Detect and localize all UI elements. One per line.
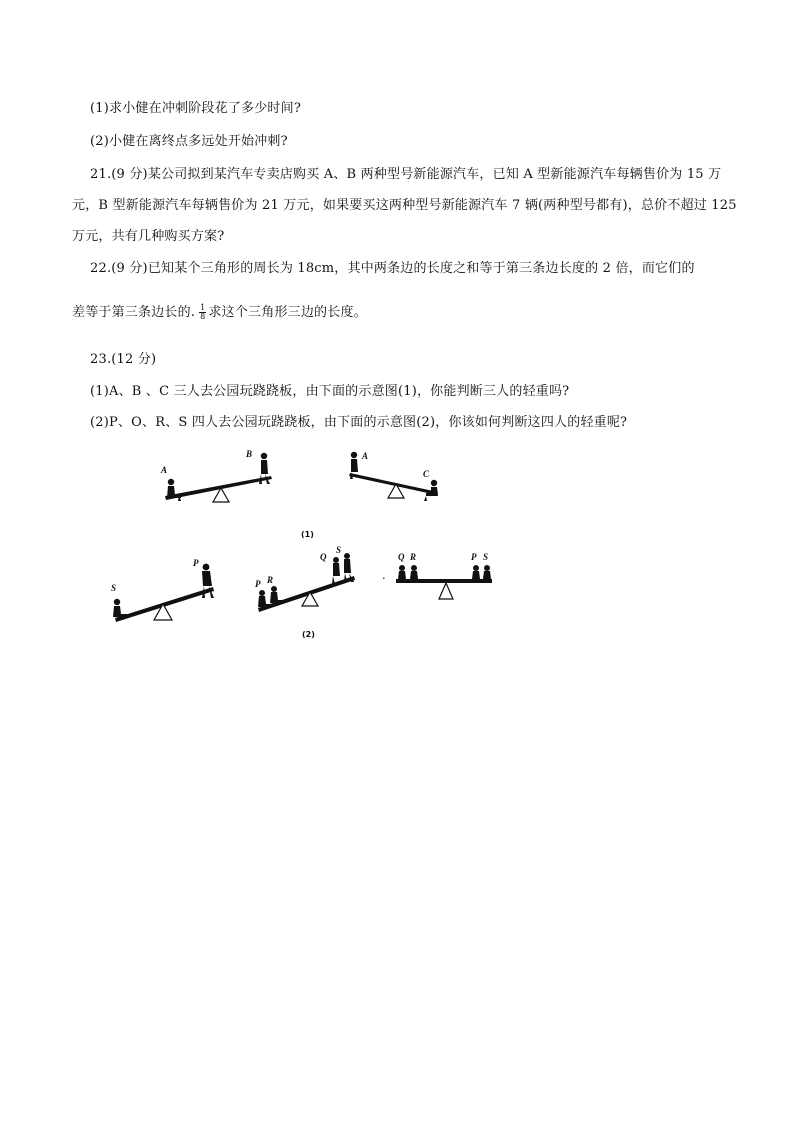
q21-line3: 万元，共有几种购买方案? <box>72 229 225 244</box>
person-icon <box>398 565 406 579</box>
fraction-numerator: 1 <box>200 303 206 312</box>
person-icon <box>113 599 127 617</box>
label-p: P <box>193 558 199 568</box>
q23-part2: (2)P、O、R、S 四人去公园玩跷跷板，由下面的示意图(2)，你该如何判断这四人的轻重呢? <box>90 415 628 430</box>
label-s: S <box>336 545 342 555</box>
label-p: P <box>255 579 261 589</box>
seesaw-figure-2a <box>105 556 230 626</box>
dot-mark: . <box>383 571 386 581</box>
q20-part2: (2)小健在离终点多远处开始冲刺? <box>90 134 288 149</box>
q21-line2: 元，B 型新能源汽车每辆售价为 21 万元，如果要买这两种型号新能源汽车 7 辆(两种型号都有)，总价不超过 125 <box>72 198 737 213</box>
seesaw-figure-2b <box>250 542 365 620</box>
label-q: Q <box>398 552 405 562</box>
seesaw-figure-1b <box>340 446 450 508</box>
q22-line2-before: 差等于第三条边长的. <box>72 305 196 320</box>
q22-line2-after: 求这个三角形三边的长度。 <box>208 305 367 320</box>
person-icon <box>483 565 491 579</box>
person-icon <box>270 586 283 603</box>
label-s: S <box>111 583 117 593</box>
fraction-denominator: 8 <box>200 312 206 321</box>
person-icon <box>258 590 271 607</box>
person-icon <box>472 565 480 579</box>
seesaw-plank <box>396 579 492 583</box>
seesaw-fulcrum <box>439 583 453 599</box>
person-icon <box>332 557 340 584</box>
label-r: R <box>267 575 274 585</box>
label-b: B <box>246 449 253 459</box>
label-a: A <box>362 451 369 461</box>
figure-1-caption: (1) <box>301 530 314 539</box>
q23-head: 23.(12 分) <box>90 352 157 367</box>
label-r: R <box>410 552 417 562</box>
q21-line1: 21.(9 分)某公司拟到某汽车专卖店购买 A、B 两种型号新能源汽车，已知 A 型新能源汽车每辆售价为 15 万 <box>90 167 722 182</box>
q20-part1: (1)求小健在冲刺阶段花了多少时间? <box>90 101 301 116</box>
figure-2-caption: (2) <box>302 630 315 639</box>
label-c: C <box>423 469 430 479</box>
q23-part1: (1)A、B 、C 三人去公园玩跷跷板，由下面的示意图(1)，你能判断三人的轻重吗? <box>90 384 570 399</box>
label-q: Q <box>320 552 327 562</box>
label-a: A <box>161 465 168 475</box>
fraction <box>199 304 206 321</box>
person-icon <box>167 479 181 501</box>
label-s: S <box>483 552 489 562</box>
person-icon <box>410 565 418 579</box>
q22-line1: 22.(9 分)已知某个三角形的周长为 18cm，其中两条边的长度之和等于第三条边长度的 2 倍，而它们的 <box>90 261 695 276</box>
q22-line2 <box>72 304 367 322</box>
seesaw-figure-2c <box>380 546 500 606</box>
seesaw-figure-1a <box>155 446 285 508</box>
label-p: P <box>471 552 477 562</box>
